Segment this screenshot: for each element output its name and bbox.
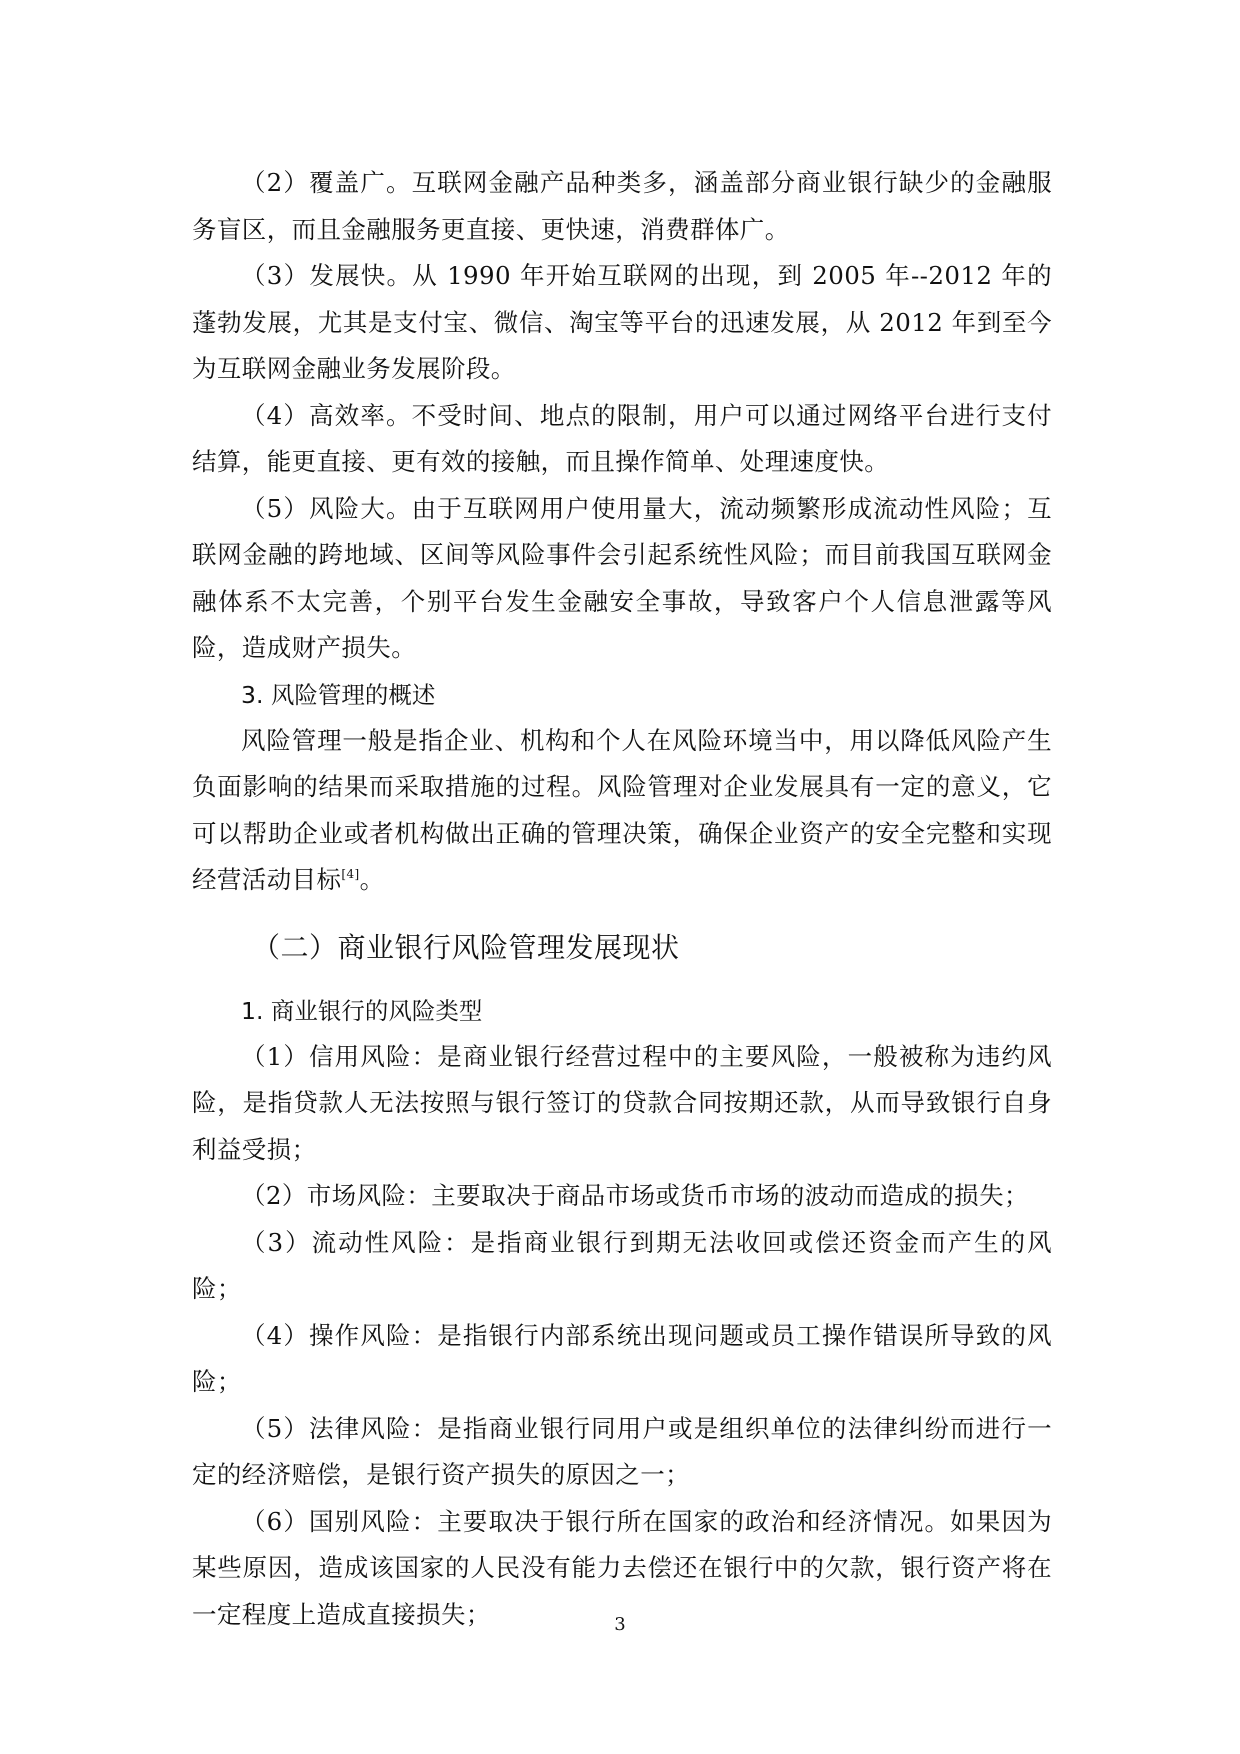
paragraph-coverage: （2）覆盖广。互联网金融产品种类多，涵盖部分商业银行缺少的金融服务盲区，而且金融服务更直接、更快速，消费群体广。 [192,168,1052,244]
page-body [192,160,1052,1638]
paragraph-fast-development: （3）发展快。从 1990 年开始互联网的出现，到 2005 年--2012 年的蓬勃发展，尤其是支付宝、微信、淘宝等平台的迅速发展，从 2012 年到至今为互联网金融业务发展阶段。 [192,261,1052,383]
paragraph-risk-management [192,718,1052,904]
sentence-end: 。 [359,865,385,894]
paragraph-operational-risk: （4）操作风险：是指银行内部系统出现问题或员工操作错误所导致的风险； [192,1320,1052,1396]
paragraph-high-efficiency: （4）高效率。不受时间、地点的限制，用户可以通过网络平台进行支付结算，能更直接、更有效的接触，而且操作简单、处理速度快。 [192,400,1052,476]
paragraph-liquidity-risk: （3）流动性风险：是指商业银行到期无法收回或偿还资金而产生的风险； [192,1227,1052,1303]
page-number: 3 [614,1614,626,1635]
risk-management-text: 风险管理一般是指企业、机构和个人在风险环境当中，用以降低风险产生负面影响的结果而采取措施的过程。风险管理对企业发展具有一定的意义，它可以帮助企业或者机构做出正确的管理决策，确保企业资产的安全完整和实现经营活动目标 [192,725,1052,894]
citation-marker: [4] [341,867,360,881]
paragraph-country-risk: （6）国别风险：主要取决于银行所在国家的政治和经济情况。如果因为某些原因，造成该国家的人民没有能力去偿还在银行中的欠款，银行资产将在一定程度上造成直接损失； [192,1506,1052,1629]
subheading-risk-management-overview: 3. 风险管理的概述 [241,680,436,709]
section-heading: （二）商业银行风险管理发展现状 [252,930,680,964]
paragraph-market-risk: （2）市场风险：主要取决于商品市场或货币市场的波动而造成的损失； [241,1181,1029,1210]
subheading-bank-risk-types: 1. 商业银行的风险类型 [241,996,483,1025]
paragraph-high-risk: （5）风险大。由于互联网用户使用量大，流动频繁形成流动性风险；互联网金融的跨地域、区间等风险事件会引起系统性风险；而目前我国互联网金融体系不太完善，个别平台发生金融安全事故，导致客户个人信息泄露等风险，造成财产损失。 [192,493,1052,662]
paragraph-legal-risk: （5）法律风险：是指商业银行同用户或是组织单位的法律纠纷而进行一定的经济赔偿，是银行资产损失的原因之一； [192,1413,1052,1489]
paragraph-credit-risk: （1）信用风险：是商业银行经营过程中的主要风险，一般被称为违约风险，是指贷款人无法按照与银行签订的贷款合同按期还款，从而导致银行自身利益受损； [192,1041,1052,1164]
